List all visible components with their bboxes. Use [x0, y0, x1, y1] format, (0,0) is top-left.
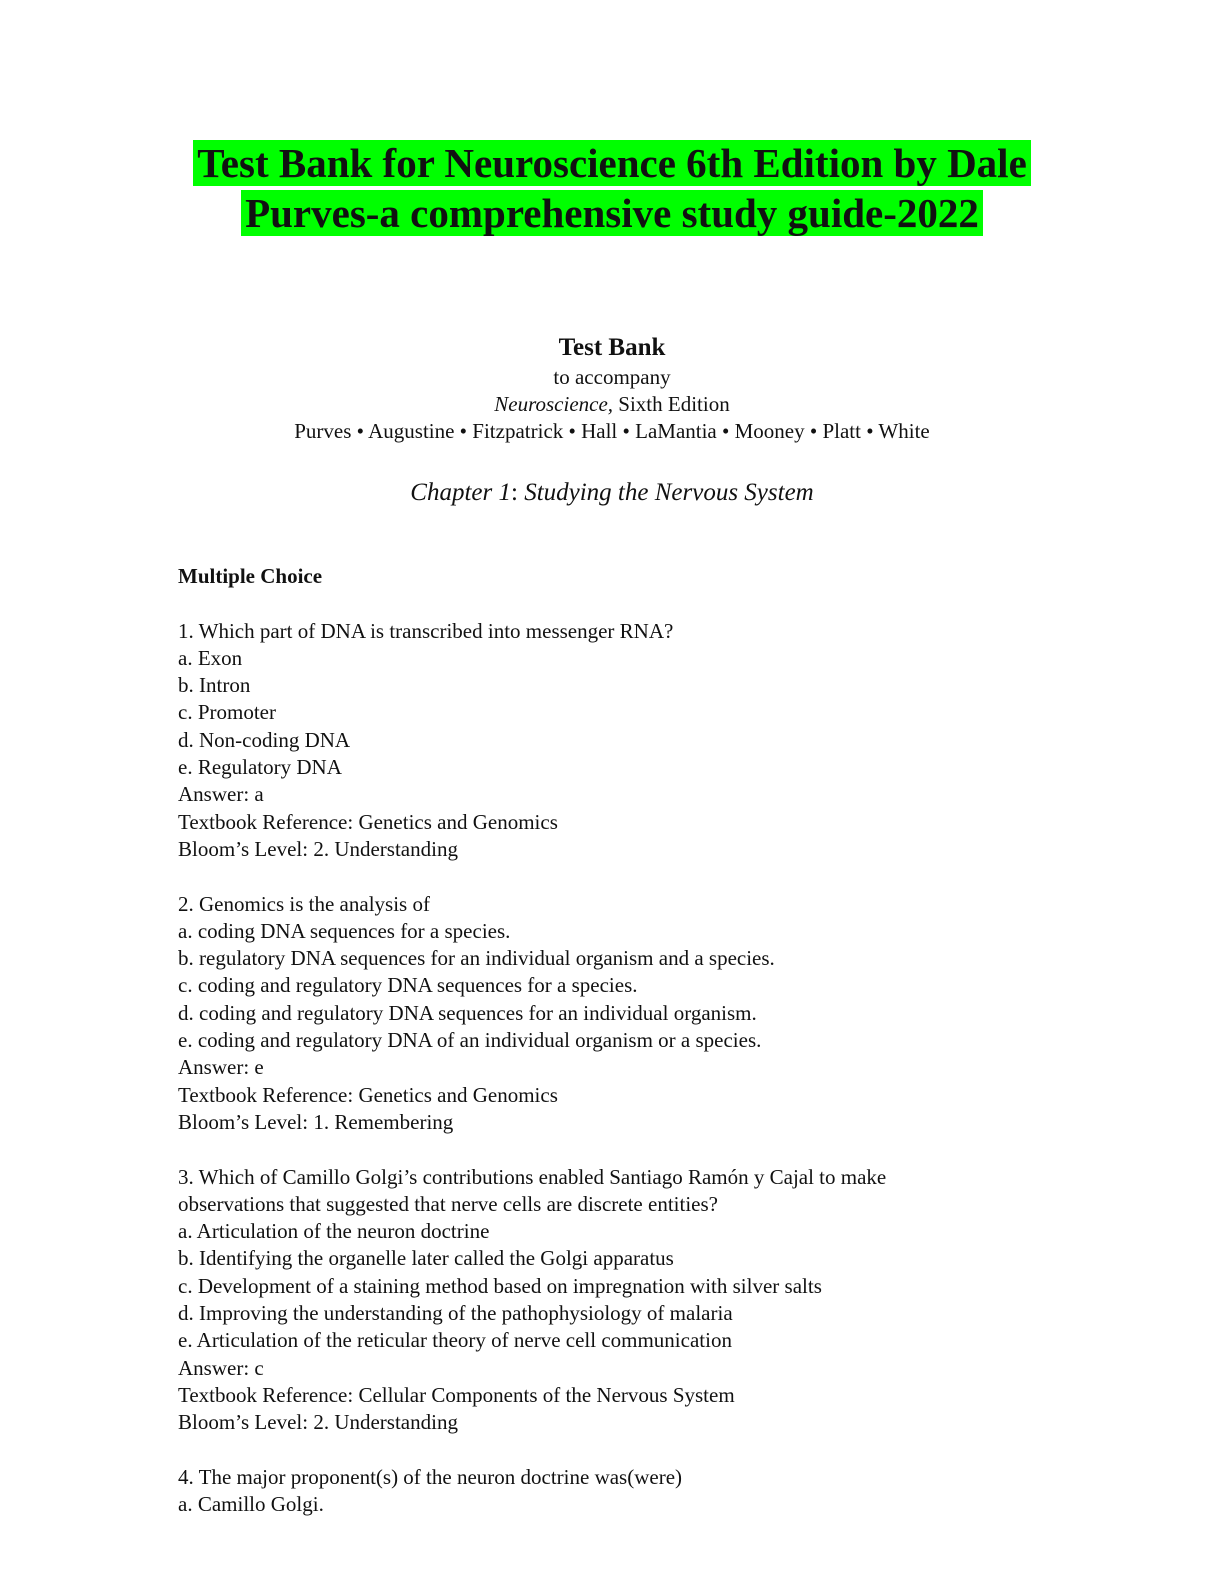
- answer-option: d. Improving the understanding of the pathophysiology of malaria: [178, 1301, 733, 1326]
- chapter-name: Studying the Nervous System: [517, 479, 814, 506]
- answer-option: a. Exon: [178, 645, 243, 670]
- book-title: Neuroscience,: [494, 392, 614, 416]
- document-title: [0, 138, 1224, 238]
- answer-option: e. Regulatory DNA: [178, 755, 342, 780]
- question-4: [178, 1464, 1058, 1519]
- answer-option: a. coding DNA sequences for a species.: [178, 918, 511, 943]
- accompany-text: to accompany: [553, 365, 671, 389]
- section-heading: Multiple Choice: [178, 564, 323, 588]
- blooms-level: Bloom’s Level: 2. Understanding: [178, 836, 458, 861]
- answer-option: c. Development of a staining method based on impregnation with silver salts: [178, 1273, 822, 1298]
- textbook-reference: Textbook Reference: Genetics and Genomics: [178, 1082, 558, 1107]
- book-edition-line: [0, 391, 1224, 418]
- answer-option: c. coding and regulatory DNA sequences for a species.: [178, 973, 638, 998]
- answer-option: c. Promoter: [178, 700, 276, 725]
- answer-key: Answer: e: [178, 1055, 264, 1080]
- blooms-level: Bloom’s Level: 1. Remembering: [178, 1109, 454, 1134]
- textbook-reference: Textbook Reference: Genetics and Genomics: [178, 809, 558, 834]
- blooms-level: Bloom’s Level: 2. Understanding: [178, 1410, 458, 1435]
- answer-option: a. Camillo Golgi.: [178, 1492, 324, 1517]
- answer-option: e. Articulation of the reticular theory of nerve cell communication: [178, 1328, 732, 1353]
- answer-option: d. Non-coding DNA: [178, 727, 351, 752]
- authors-line: Purves • Augustine • Fitzpatrick • Hall • LaMantia • Mooney • Platt • White: [294, 419, 930, 443]
- title-line-1: Test Bank for Neuroscience 6th Edition by Dale: [193, 140, 1031, 186]
- answer-option: b. regulatory DNA sequences for an individual organism and a species.: [178, 946, 775, 971]
- answer-option: a. Articulation of the neuron doctrine: [178, 1219, 490, 1244]
- question-stem: observations that suggested that nerve cells are discrete entities?: [178, 1191, 718, 1216]
- answer-option: e. coding and regulatory DNA of an individual organism or a species.: [178, 1028, 762, 1053]
- chapter-separator: :: [510, 479, 518, 506]
- textbook-reference: Textbook Reference: Cellular Components of the Nervous System: [178, 1382, 735, 1407]
- edition-text: Sixth Edition: [613, 392, 730, 416]
- question-stem: 3. Which of Camillo Golgi’s contributions enabled Santiago Ramón y Cajal to make: [178, 1164, 887, 1189]
- question-1: [178, 618, 1058, 864]
- title-line-2: Purves-a comprehensive study guide-2022: [241, 190, 983, 236]
- answer-option: b. Intron: [178, 673, 251, 698]
- answer-option: d. coding and regulatory DNA sequences for an individual organism.: [178, 1000, 757, 1025]
- question-list: [178, 618, 1058, 1519]
- test-bank-heading: Test Bank: [558, 334, 666, 361]
- questions-content: [178, 563, 1058, 1546]
- question-3: [178, 1164, 1058, 1437]
- question-2: [178, 891, 1058, 1137]
- test-bank-header: [0, 332, 1224, 445]
- chapter-label: Chapter 1: [410, 479, 511, 506]
- question-stem: 2. Genomics is the analysis of: [178, 891, 430, 916]
- answer-key: Answer: a: [178, 782, 264, 807]
- answer-option: b. Identifying the organelle later called the Golgi apparatus: [178, 1246, 674, 1271]
- answer-key: Answer: c: [178, 1355, 264, 1380]
- chapter-heading: [0, 476, 1224, 510]
- question-stem: 1. Which part of DNA is transcribed into messenger RNA?: [178, 618, 674, 643]
- question-stem: 4. The major proponent(s) of the neuron doctrine was(were): [178, 1464, 683, 1489]
